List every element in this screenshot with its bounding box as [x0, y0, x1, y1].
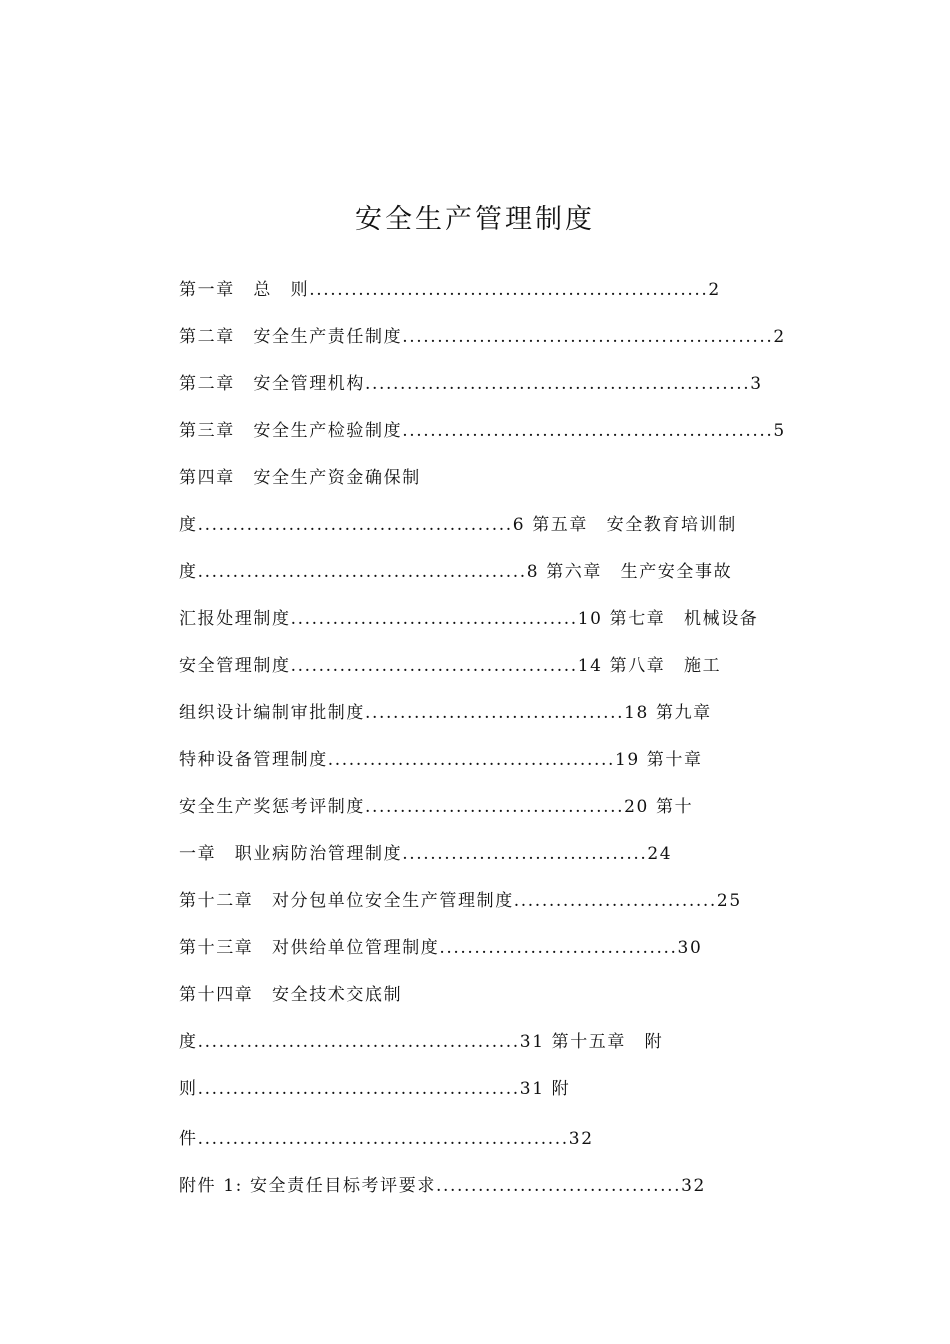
toc-line: 度...............................................8 第六章 生产安全事故	[179, 562, 733, 582]
toc-line: 附件 1: 安全责任目标考评要求...................................32	[179, 1176, 706, 1196]
toc-line: 汇报处理制度.........................................10 第七章 机械设备	[179, 609, 759, 629]
document-title: 安全生产管理制度	[355, 204, 595, 235]
toc-line: 第十三章 对供给单位管理制度..................................30	[179, 938, 703, 958]
toc-line: 第二章 安全管理机构.......................................................3	[179, 374, 763, 394]
toc-line: 第三章 安全生产检验制度.....................................................5	[179, 421, 786, 441]
toc-line: 安全生产奖惩考评制度.....................................20 第十	[179, 797, 694, 817]
toc-line: 度..............................................31 第十五章 附	[179, 1032, 664, 1052]
toc-line: 第十四章 安全技术交底制	[179, 985, 403, 1005]
toc-line: 组织设计编制审批制度.....................................18 第九章	[179, 703, 712, 723]
toc-line: 特种设备管理制度.........................................19 第十章	[179, 750, 703, 770]
toc-line: 第一章 总 则.........................................................2	[179, 280, 721, 300]
toc-line: 第二章 安全生产责任制度.....................................................2	[179, 327, 786, 347]
toc-line: 件.....................................................32	[179, 1129, 594, 1149]
toc-line: 第四章 安全生产资金确保制	[179, 468, 421, 488]
toc-line: 一章 职业病防治管理制度...................................24	[179, 844, 673, 864]
toc-line: 安全管理制度.........................................14 第八章 施工	[179, 656, 722, 676]
toc-line: 则..............................................31 附	[179, 1079, 571, 1099]
toc-line: 度.............................................6 第五章 安全教育培训制	[179, 515, 737, 535]
toc-line: 第十二章 对分包单位安全生产管理制度.............................25	[179, 891, 742, 911]
